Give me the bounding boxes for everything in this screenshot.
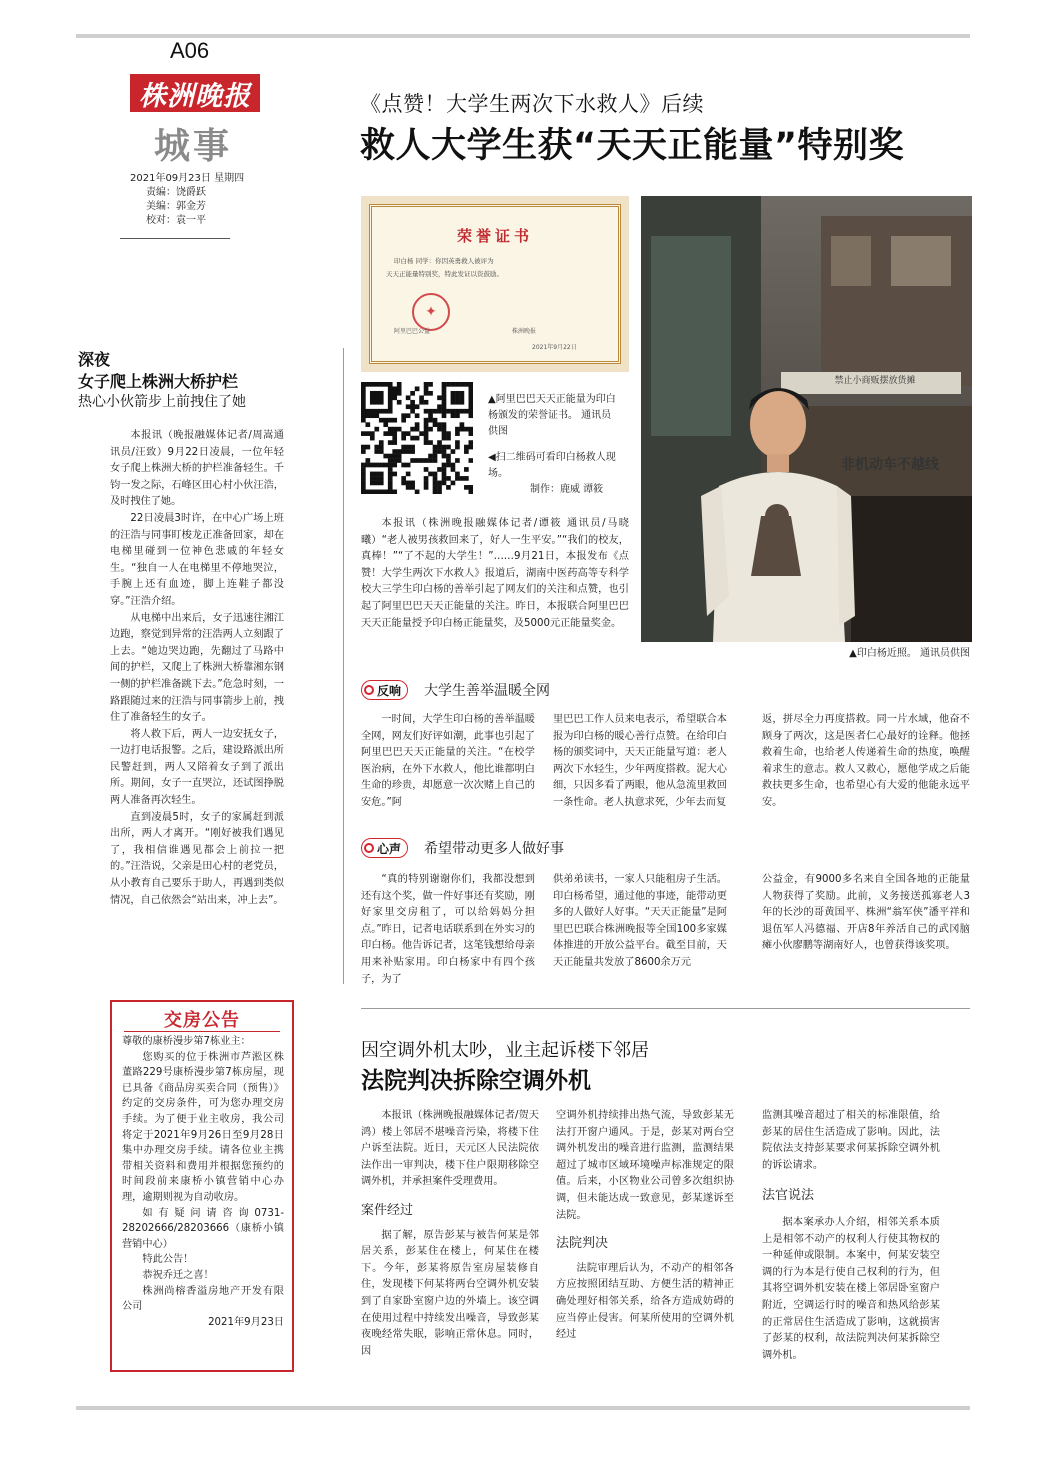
bottom-col3-body2: 据本案承办人介绍，相邻关系本质上是相邻不动产的权利人行使其物权的一种延伸或限制。本案中，何某安装空调的行为本是行使自己权利的行为，但其将空调外机安装在楼上邻居卧室窗户附近，空调运行时的噪音和热风给彭某的正常居住生活造成了影响，这就损害了彭某的权利，故法院判决何某拆除空调外机。 [762,1216,940,1361]
sub2-col2: 供弟弟读书，一家人只能租房子生活。印白杨希望，通过他的事迹，能带动更多的人做好人好事。“天天正能量”是阿里巴巴联合株洲晚报等全国100多家媒体推进的开放公益平台。截至目前，天天正能量共发放了8600余万元 [553,874,727,968]
horizontal-divider [361,1008,970,1009]
certificate-date: 2021年9月22日 [532,344,577,351]
left-story-body [110,428,284,909]
main-intro-text: 本报讯（株洲晚报融媒体记者/谭筱 通讯员/马晓曦）“老人被男孩救回来了，好人一生平安。”“我们的校友，真棒！”“了不起的大学生！”……9月21日，本报发布《点赞！大学生两次下水救人》报道后，湖南中医药高等专科学校大三学生印白杨的善举引起了网友们的关注和点赞，也引起了阿里巴巴天天正能量的关注。昨日，本报联合阿里巴巴天天正能量授予印白杨正能量奖，及5000元正能量奖金。 [361,518,629,629]
certificate-signer: 株洲晚报 [512,328,537,335]
page-date: 2021年09月23日 星期四 [130,173,245,184]
page-meta [130,172,270,228]
photo-sign-2: 非机动车不越线 [841,457,939,473]
photo-sign: 禁止小商贩摆放货摊 [834,376,916,386]
qr-credit: 制作：鹿威 谭筱 [530,484,604,495]
notice-date: 2021年9月23日 [208,1316,284,1328]
main-kicker: 《点赞！大学生两次下水救人》后续 [360,92,704,116]
sub2-title: 希望带动更多人做好事 [424,841,565,857]
notice-title: 交房公告 [164,1010,240,1031]
certificate-seal-icon: ✦ [412,293,450,331]
page-designer: 美编：郭金芳 [146,201,206,212]
sub2-col1: “真的特别谢谢你们，我都没想到还有这个奖，做一件好事还有奖励，刚好家里交房租了，可以给妈妈分担点。”昨日，记者电话联系到在外实习的印白杨。他告诉记者，这笔钱想给母亲用来补贴家用。印白杨家中有四个孩子，为了 [361,874,535,985]
sub1-col1: 一时间，大学生印白杨的善举温暖全网，网友们好评如潮，此事也引起了阿里巴巴天天正能量的关注。“在校学医治病，在外下水救人，他比谁都明白生命的珍贵，却愿意一次次赌上自己的安危。”阿 [361,714,535,808]
left-story-paragraph: 直到凌晨5时，女子的家属赶到派出所，两人才离开。“刚好被我们遇见了，我相信谁遇见都会上前拉一把的。”汪浩说，父亲是田心村的老党员，从小教育自己要乐于助人，再遇到类似情况，自己依然会“站出来，冲上去”。 [110,811,284,906]
sub1-header [361,680,550,700]
bottom-sub-3: 法官说法 [762,1188,815,1204]
page-number: A06 [170,38,210,63]
notice-congrats: 恭祝乔迁之喜！ [142,1269,214,1281]
left-story-headline: 女子爬上株洲大桥护栏 [78,372,239,391]
sub2-header [361,838,564,858]
main-intro [361,516,629,632]
certificate-org: 阿里巴巴公益 [394,328,431,335]
bottom-lead: 本报讯（株洲晚报融媒体记者/贺天鸿）楼上邻居不堪噪音污染，将楼下住户诉至法院。近日，天元区人民法院依法作出一审判决，楼下住户限期移除空调外机，并承担案件受理费用。 [361,1110,539,1188]
page-proof: 校对：袁一平 [146,215,206,226]
certificate-title: 荣誉证书 [456,227,533,245]
notice-title-rule [124,1031,280,1032]
brand-logo [130,74,260,112]
bottom-bar [76,1406,970,1410]
main-headline: 救人大学生获“天天正能量”特别奖 [360,126,905,166]
notice-salutation: 尊敬的康桥漫步第7栋业主： [122,1036,251,1047]
left-story-paragraph: 将人救下后，两人一边安抚女子，一边打电话报警。之后，建设路派出所民警赶到，两人又陪着女子到了派出所。期间，女子一直哭泣，还试图挣脱两人准备再次轻生。 [110,728,284,807]
certificate-line2: 天天正能量特别奖，特此发证以资鼓励。 [386,270,503,278]
bottom-col3-body1: 监测其噪音超过了相关的标准限值，给彭某的居住生活造成了影响。因此，法院依法支持彭某要求何某拆除空调外机的诉讼请求。 [762,1110,940,1171]
bottom-headline: 法院判决拆除空调外机 [361,1068,591,1094]
tag-dot-icon [364,843,374,853]
tag-dot-icon [364,685,374,695]
bottom-sub-2: 法院判决 [556,1236,609,1252]
bottom-kicker: 因空调外机太吵，业主起诉楼下邻居 [361,1040,649,1061]
left-story-kicker: 深夜 [78,350,111,369]
notice-contact: 如有疑问请咨询0731-28202666/28203666（康桥小镇营销中心） [122,1207,284,1250]
portrait-caption: ▲印白杨近照。 通讯员供图 [849,648,970,659]
brand-logo-text: 株洲晚报 [139,80,251,112]
page-editor: 责编：饶爵跃 [146,187,206,198]
bottom-col3 [762,1108,940,1364]
section-title: 城事 [154,125,233,167]
qr-caption: ◀扫二维码可看印白杨救人现场。 [488,452,616,479]
left-story-paragraph: 本报讯（晚报融媒体记者/周嵩通讯员/汪致）9月22日凌晨，一位年轻女子爬上株洲大桥的护栏准备轻生。千钧一发之际，石峰区田心村小伙汪浩，及时拽住了她。 [110,430,284,508]
sub1-tag: 反响 [361,680,408,700]
meta-divider [120,238,230,239]
sub1-title: 大学生善举温暖全网 [424,683,551,699]
certificate-photo [361,196,629,372]
bottom-col1-body: 据了解，原告彭某与被告何某是邻居关系，彭某住在楼上，何某住在楼下。今年，彭某将原告室房屋装修自住，发现楼下何某将两台空调外机安装到了自家卧室窗户边的外墙上。该空调在使用过程中持续发出噪音，导致彭某夜晚经常失眠，影响正常休息。同时，因 [361,1229,539,1357]
notice-box [110,1000,294,1372]
top-bar [76,34,970,38]
left-story-subhead: 热心小伙箭步上前拽住了她 [78,394,246,410]
left-story-paragraph: 从电梯中出来后，女子迅速往湘江边跑，察觉到异常的汪浩两人立刻跟了上去。“她边哭边跑，先翻过了马路中间的护栏，又爬上了株洲大桥靠湘东钢一侧的护栏准备跳下去。”危急时刻，一路跟随过来的汪浩与同事箭步上前，拽住了准备轻生的女子。 [110,612,284,724]
sub1-col3: 返，拼尽全力再度搭救。同一片水域，他奋不顾身了两次，这是医者仁心最好的诠释。他拯救着生命，也给老人传递着生命的热度，唤醒着求生的意志。救人又救心，愿他学成之后能救扶更多生命，也希望心有大爱的他能永远平安。 [762,714,970,808]
notice-company: 株洲尚榕香溢房地产开发有限公司 [122,1285,284,1313]
bottom-col2-body2: 法院审理后认为，不动产的相邻各方应按照团结互助、方便生活的精神正确处理好相邻关系，给各方造成妨碍的应当停止侵害。何某所使用的空调外机经过 [556,1262,734,1341]
certificate-caption: ▲阿里巴巴天天正能量为印白杨颁发的荣誉证书。 通讯员供图 [488,394,616,437]
certificate-line1: 印白杨 同学：你因英勇救人被评为 [394,257,494,265]
bottom-col2 [556,1108,734,1344]
portrait-photo [641,196,972,642]
bottom-col2-body1: 空调外机持续排出热气流，导致彭某无法打开窗户通风。于是，彭某对两台空调外机发出的噪音进行监测，监测结果超过了城市区域环境噪声标准规定的限值。后来，小区物业公司曾多次组织协调，但未能达成一致意见，彭某遂诉至法院。 [556,1110,734,1221]
sub1-col2: 里巴巴工作人员来电表示，希望联合本报为印白杨的暖心善行点赞。在给印白杨的颁奖词中，天天正能量写道：老人两次下水轻生，少年两度搭救。泥大心细，只因多看了两眼，他从急流里救回一条性命。老人执意求死，少年去而复 [553,714,727,808]
notice-special: 特此公告！ [142,1254,194,1266]
bottom-sub-1: 案件经过 [361,1202,414,1218]
qr-code[interactable] [361,382,473,494]
notice-body: 您购买的位于株洲市芦淞区株董路229号康桥漫步第7栋房屋，现已具备《商品房买卖合同（预售）》约定的交房条件，可为您办理交房手续。为了便于业主收房，我公司将定于2021年9月26日至9月28日集中办理交房手续。请各位业主携带相关资料和费用并根据您预约的时间段前来康桥小镇营销中心办理，逾期则视为自动收房。 [122,1051,284,1203]
left-story-paragraph: 22日凌晨3时许，在中心广场上班的汪浩与同事盯梭龙正准备回家，却在电梯里碰到一位神色悲戚的年轻女生。“独自一人在电梯里不停地哭泣，手腕上还有血迹，脚上连鞋子都没穿。”汪浩介绍。 [110,512,284,607]
sub2-tag: 心声 [361,838,408,858]
vertical-divider [343,348,344,984]
sub2-col3: 公益金，有9000多名来自全国各地的正能量人物获得了奖励。此前，义务接送孤寡老人3年的长沙的哥黄国平、株洲“翁军侠”潘平祥和退伍军人冯德福、开店8年养活自己的武冈脑瘫小伙廖鹏等湖南好人，也曾获得该奖项。 [762,874,970,952]
bottom-col1 [361,1108,539,1360]
